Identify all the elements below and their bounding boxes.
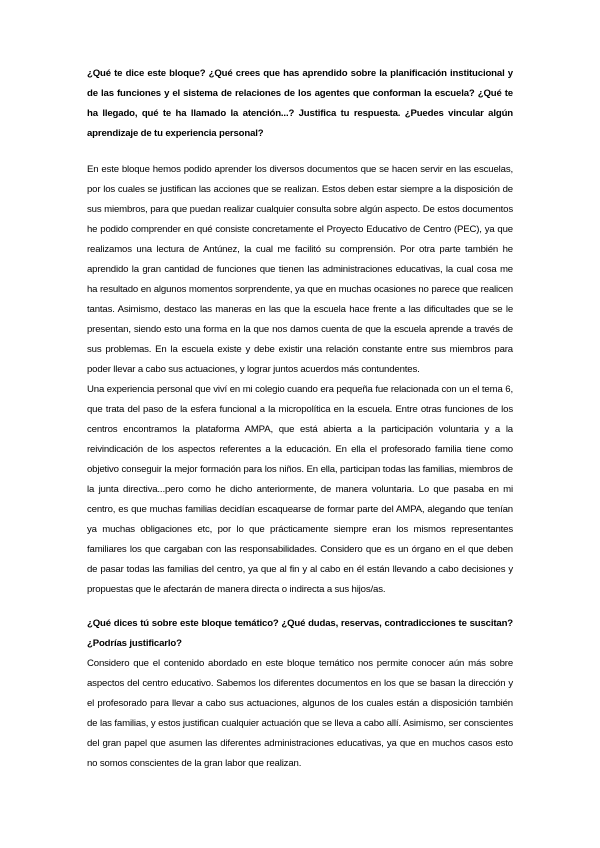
document-page	[87, 64, 513, 774]
spacer	[87, 600, 513, 614]
section1-paragraph-2: Una experiencia personal que viví en mi colegio cuando era pequeña fue relacionada con un el tema 6, que trata del paso de la esfera funcional a la micropolítica en la escuela. Entre otras funciones de los centros encontramos la plataforma AMPA, que está abierta a la participación voluntaria y a la reivindicación de los aspectos referentes a la educación. En ella el profesorado familia tiene como objetivo conseguir la mejor formación para los niños. En ella, participan todas las familias, miembros de la junta directiva...pero como he dicho anteriormente, de manera voluntaria. Lo que pasaba en mi centro, es que muchas familias decidían escaquearse de formar parte del AMPA, alegando que tenían ya muchas obligaciones etc, por lo que prácticamente siempre eran los mismos representantes familiares los que cargaban con las responsabilidades. Considero que es un órgano en el que deben de pasar todas las familias del centro, ya que al fin y al cabo en él están llevando a cabo decisiones y propuestas que le afectarán de manera directa o indirecta a sus hijos/as.	[87, 384, 513, 595]
section1-paragraph-1: En este bloque hemos podido aprender los diversos documentos que se hacen servir en las escuelas, por los cuales se justifican las acciones que se realizan. Estos deben estar siempre a la disposición de sus miembros, para que puedan realizar cualquier consulta sobre algún aspecto. De estos documentos he podido comprender en qué consiste concretamente el Proyecto Educativo de Centro (PEC), ya que realizamos una lectura de Antúnez, la cual me facilitó su comprensión. Por otra parte también he aprendido la gran cantidad de funciones que tienen las administraciones educativas, la cual cosa me ha resultado en algunos momentos sorprendente, ya que en muchas ocasiones no parece que realicen tantas. Asimismo, destaco las maneras en las que la escuela hace frente a las dificultades que se le presentan, siendo esto una forma en la que nos damos cuenta de que la escuela aprende a través de sus problemas. En la escuela existe y debe existir una relación constante entre sus miembros para poder llevar a cabo sus actuaciones, y lograr juntos acuerdos más contundentes.	[87, 164, 513, 375]
section2-question: ¿Qué dices tú sobre este bloque temático? ¿Qué dudas, reservas, contradicciones te suscitan? ¿Podrías justificarlo?	[87, 618, 513, 649]
section1-question: ¿Qué te dice este bloque? ¿Qué crees que has aprendido sobre la planificación institucional y de las funciones y el sistema de relaciones de los agentes que conforman la escuela? ¿Qué te ha llegado, qué te ha llamado la atención...? Justifica tu respuesta. ¿Puedes vincular algún aprendizaje de tu experiencia personal?	[87, 68, 513, 139]
section2-paragraph-1: Considero que el contenido abordado en este bloque temático nos permite conocer aún más sobre aspectos del centro educativo. Sabemos los diferentes documentos en los que se basan la dirección y el profesorado para llevar a cabo sus actuaciones, algunos de los cuales están a disposición también de las familias, y estos justifican cualquier actuación que se lleva a cabo allí. Asimismo, ser conscientes del gran papel que asumen las diferentes administraciones educativas, ya que en muchos casos esto no somos conscientes de la gran labor que realizan.	[87, 658, 513, 769]
spacer	[87, 144, 513, 160]
